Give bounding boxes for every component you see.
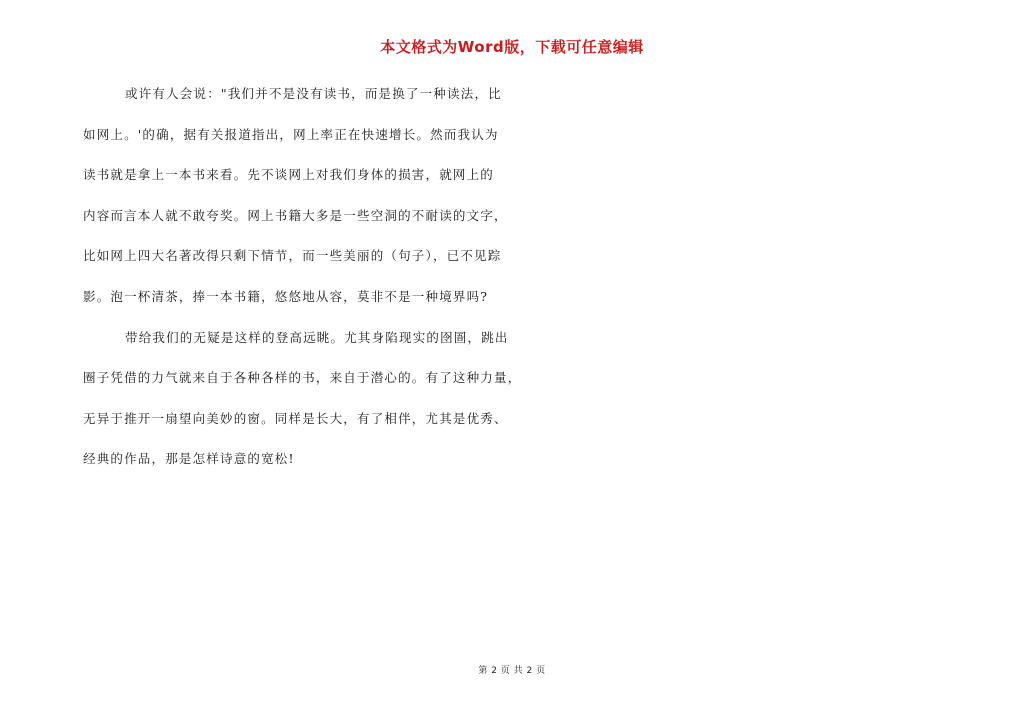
text-line: 如网上。'的确，据有关报道指出，网上率正在快速增长。然而我认为 (83, 126, 499, 142)
text-line: 比如网上四大名著改得只剩下情节，而一些美丽的（句子），已不见踪 (83, 248, 502, 264)
text-line: 无异于推开一扇望向美妙的窗。同样是长大，有了相伴，尤其是优秀、 (83, 410, 508, 426)
page-number-footer: 第 2 页 共 2 页 (478, 666, 546, 676)
text-line: 影。泡一杯清茶，捧一本书籍，悠悠地从容，莫非不是一种境界吗? (83, 288, 489, 304)
text-line: 带给我们的无疑是这样的登高远眺。尤其身陷现实的囹圄，跳出 (125, 329, 509, 345)
text-line: 圈子凭借的力气就来自于各种各样的书，来自于潜心的。有了这种力量， (83, 370, 522, 386)
text-line: 读书就是拿上一本书来看。先不谈网上对我们身体的损害，就网上的 (83, 167, 495, 183)
document-body (83, 84, 523, 490)
text-line: 经典的作品，那是怎样诗意的宽松! (83, 451, 295, 467)
word-format-banner: 本文格式为Word版，下载可任意编辑 (380, 38, 644, 56)
text-line: 内容而言本人就不敢夸奖。网上书籍大多是一些空洞的不耐读的文字， (83, 207, 508, 223)
text-line: 或许有人会说："我们并不是没有读书，而是换了一种读法，比 (125, 86, 502, 101)
